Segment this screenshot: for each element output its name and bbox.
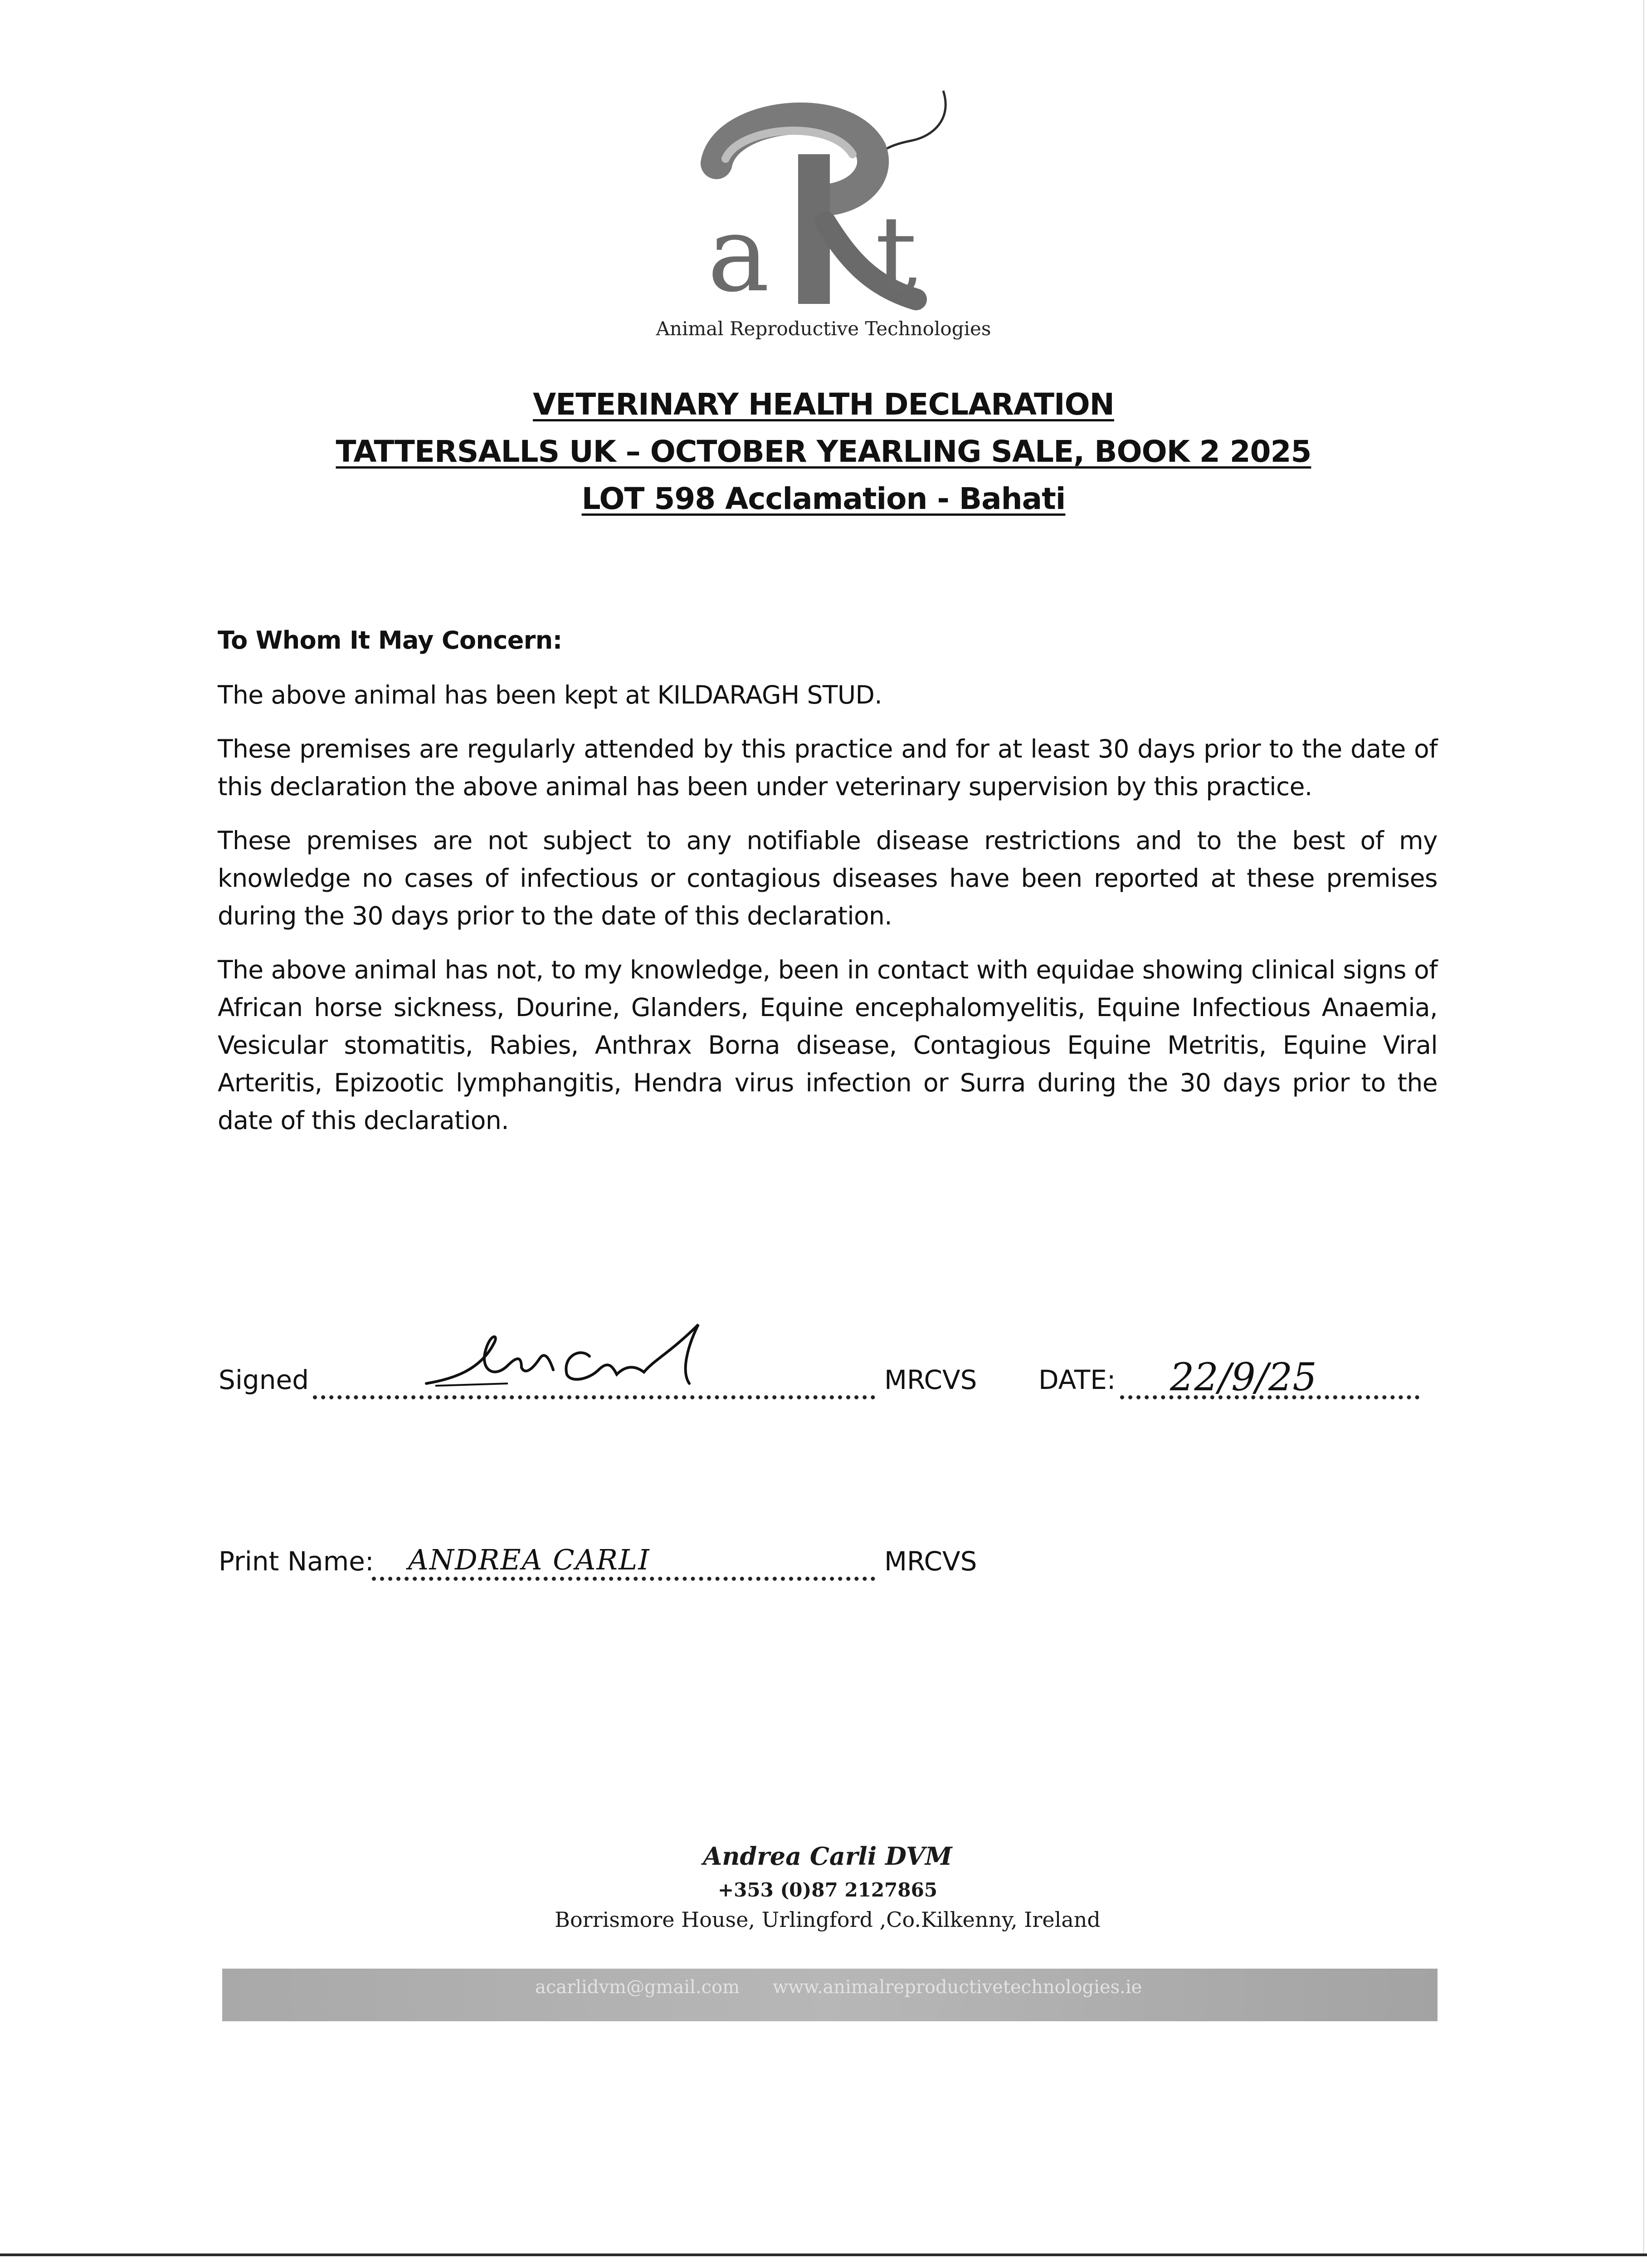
- salutation: To Whom It May Concern:: [218, 626, 562, 655]
- document-title: VETERINARY HEALTH DECLARATION: [533, 387, 1114, 422]
- signed-label: Signed: [219, 1364, 309, 1395]
- footer-contacts: [535, 1977, 1169, 1998]
- svg-text:t: t: [875, 194, 917, 315]
- page-edge-right: [1643, 0, 1644, 2253]
- paragraph-supervision: These premises are regularly attended by this practice and for at least 30 days prior to the date of this declaration the above animal has been under veterinary supervision by this practice.: [218, 734, 1437, 801]
- page-edge-bottom: [0, 2253, 1647, 2256]
- print-name-value: ANDREA CARLI: [408, 1543, 650, 1576]
- vet-website[interactable]: www.animalreproductivetechnologies.ie: [772, 1977, 1142, 1998]
- document-headings: [227, 381, 1420, 523]
- paragraph-premises: The above animal has been kept at KILDARAGH STUD.: [218, 680, 882, 709]
- logo-art-icon: [698, 86, 970, 322]
- vet-name: Andrea Carli DVM: [703, 1842, 952, 1871]
- lot-title: LOT 598 Acclamation - Bahati: [581, 481, 1066, 516]
- vet-email[interactable]: acarlidvm@gmail.com: [535, 1977, 740, 1998]
- date-value: 22/9/25: [1170, 1355, 1317, 1399]
- paragraph-restrictions: These premises are not subject to any notifiable disease restrictions and to the best of my knowledge no cases of infectious or contagious diseases have been reported at these premises during the 30 days prior to the date of this declaration.: [218, 826, 1437, 930]
- print-name-handwritten: [404, 1515, 667, 1583]
- letterhead-footer: [218, 1842, 1437, 1932]
- vet-phone: +353 (0)87 2127865: [717, 1879, 938, 1901]
- sale-title: TATTERSALLS UK – OCTOBER YEARLING SALE, BOOK 2 2025: [336, 434, 1311, 469]
- print-name-mrcvs-label: MRCVS: [884, 1546, 977, 1577]
- logo-tagline: Animal Reproductive Technologies: [656, 318, 991, 340]
- print-name-label: Print Name:: [219, 1546, 374, 1577]
- date-label: DATE:: [1038, 1364, 1116, 1395]
- signed-mrcvs-label: MRCVS: [884, 1364, 977, 1395]
- company-logo: [698, 86, 970, 322]
- date-handwritten: [1165, 1352, 1338, 1402]
- signature-image: [417, 1315, 744, 1397]
- declaration-body: [218, 621, 1437, 1156]
- paragraph-diseases: The above animal has not, to my knowledge, been in contact with equidae showing clinical signs of African horse sickness, Dourine, Glanders, Equine encephalomyelitis, Equine Infectious Anaemia, Vesicular stomatitis, Rabies, Anthrax Borna disease, Contagious Equine Metritis, Equine Viral Arteritis, Epizootic lymphangitis, Hendra virus infection or Surra during the 30 days prior to the date of this declaration.: [218, 955, 1437, 1135]
- svg-text:a: a: [707, 194, 770, 315]
- vet-address: Borrismore House, Urlingford ,Co.Kilkenny, Ireland: [555, 1907, 1101, 1932]
